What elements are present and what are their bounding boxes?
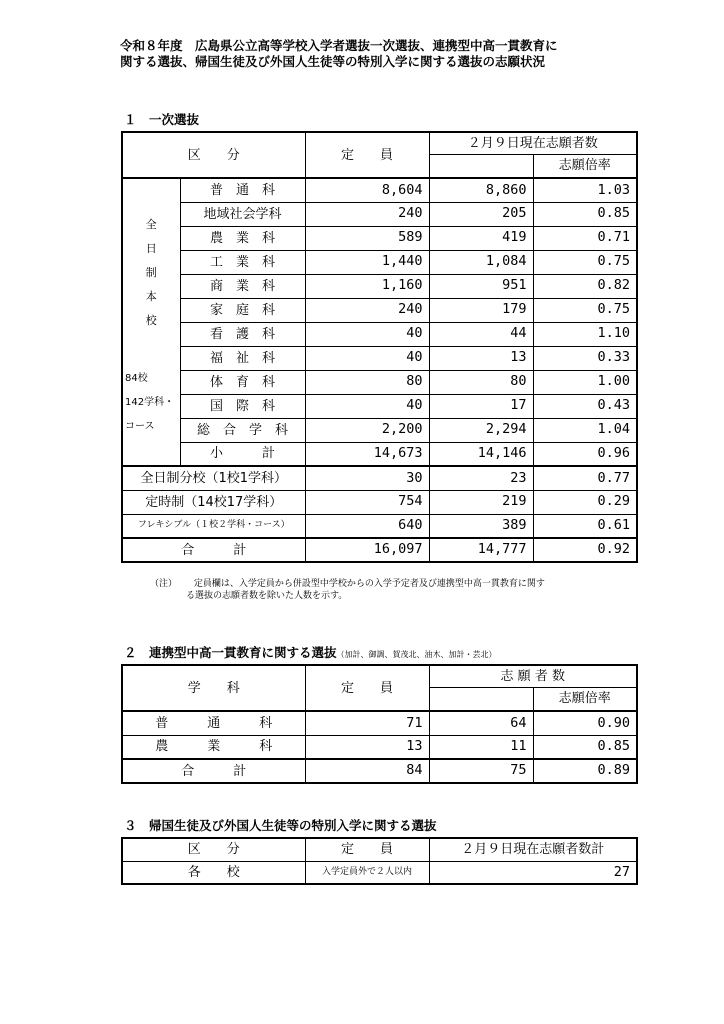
row-teiin: 40 <box>305 346 429 370</box>
row-applicants: 14,777 <box>429 538 533 562</box>
row-ratio: 1.04 <box>533 418 637 442</box>
section2-heading-schools: （加計、御調、賀茂北、油木、加計・芸北） <box>336 650 497 659</box>
row-applicants: 14,146 <box>429 442 533 466</box>
row-applicants: 8,860 <box>429 178 533 202</box>
title-line-2: 関する選抜、帰国生徒及び外国人生徒等の特別入学に関する選抜の志願状況 <box>120 54 546 69</box>
header-kubun: 区 分 <box>122 838 305 861</box>
section1-note <box>150 578 650 602</box>
section2-heading <box>124 643 497 661</box>
row-teiin: 40 <box>305 394 429 418</box>
row-teiin: 40 <box>305 322 429 346</box>
row-teiin: 1,440 <box>305 250 429 274</box>
document-title <box>120 38 680 70</box>
row-name: 小 計 <box>180 442 305 466</box>
table-row <box>122 466 637 490</box>
side-label-char: 校 <box>145 314 157 327</box>
table-row <box>122 250 637 274</box>
row-teiin: 240 <box>305 202 429 226</box>
row-name: 農 業 科 <box>180 226 305 250</box>
row-applicants: 44 <box>429 322 533 346</box>
row-applicants: 11 <box>429 735 533 759</box>
table-row <box>122 178 637 202</box>
row-teiin: 2,200 <box>305 418 429 442</box>
table-row <box>122 861 637 884</box>
table-row <box>122 370 637 394</box>
row-ratio: 0.85 <box>533 202 637 226</box>
section2-header-row <box>122 665 637 687</box>
header-teiin: 定 員 <box>305 838 429 861</box>
side-label-char: 日 <box>145 242 157 255</box>
row-applicants: 27 <box>429 861 637 884</box>
row-teiin: 84 <box>305 759 429 783</box>
row-name: 合 計 <box>122 759 305 783</box>
table-row <box>122 514 637 538</box>
row-teiin: 1,160 <box>305 274 429 298</box>
row-ratio: 0.61 <box>533 514 637 538</box>
row-name: 商 業 科 <box>180 274 305 298</box>
row-applicants: 951 <box>429 274 533 298</box>
section3-table <box>121 837 638 885</box>
table-row <box>122 394 637 418</box>
row-name: 工 業 科 <box>180 250 305 274</box>
section2-heading-text: ２ 連携型中高一貫教育に関する選抜 <box>124 645 337 660</box>
row-teiin: 71 <box>305 711 429 735</box>
row-applicants: 17 <box>429 394 533 418</box>
row-name: 福 祉 科 <box>180 346 305 370</box>
row-applicants: 179 <box>429 298 533 322</box>
row-ratio: 0.43 <box>533 394 637 418</box>
table-row <box>122 226 637 250</box>
row-ratio: 0.92 <box>533 538 637 562</box>
section1-table <box>121 131 638 563</box>
row-ratio: 1.00 <box>533 370 637 394</box>
row-applicants: 1,084 <box>429 250 533 274</box>
row-ratio: 1.03 <box>533 178 637 202</box>
row-teiin: 14,673 <box>305 442 429 466</box>
row-name: 普 通 科 <box>180 178 305 202</box>
side-label-foot: 142学科・ <box>125 397 175 408</box>
note-line-2: る選抜の志願者数を除いた人数を示す。 <box>186 591 348 601</box>
section1-heading: １ 一次選抜 <box>124 112 200 127</box>
row-name: 普 通 科 <box>122 711 305 735</box>
table-row <box>122 418 637 442</box>
header-gakka: 学 科 <box>122 665 305 711</box>
row-teiin: 754 <box>305 490 429 514</box>
table-row <box>122 711 637 735</box>
header-ratio: 志願倍率 <box>533 154 637 178</box>
row-applicants: 2,294 <box>429 418 533 442</box>
header-applicants: 志 願 者 数 <box>429 665 637 687</box>
row-applicants: 64 <box>429 711 533 735</box>
side-label-zennichisei <box>122 178 180 466</box>
header-ratio: 志願倍率 <box>533 687 637 711</box>
row-ratio: 0.90 <box>533 711 637 735</box>
row-teiin: 240 <box>305 298 429 322</box>
row-ratio: 0.85 <box>533 735 637 759</box>
row-name: 家 庭 科 <box>180 298 305 322</box>
row-ratio: 0.96 <box>533 442 637 466</box>
section2-table <box>121 664 638 784</box>
table-row <box>122 346 637 370</box>
row-teiin: 16,097 <box>305 538 429 562</box>
header-teiin: 定 員 <box>305 132 429 178</box>
table-row <box>122 490 637 514</box>
header-kubun: 区 分 <box>122 132 305 178</box>
section1-header-row <box>122 132 637 154</box>
row-teiin: 589 <box>305 226 429 250</box>
header-teiin: 定 員 <box>305 665 429 711</box>
row-name: フレキシブル（１校２学科・コース） <box>122 514 305 538</box>
total-row <box>122 759 637 783</box>
note-label: （注） <box>150 579 178 589</box>
row-teiin: 13 <box>305 735 429 759</box>
row-ratio: 0.89 <box>533 759 637 783</box>
row-applicants: 80 <box>429 370 533 394</box>
row-teiin: 640 <box>305 514 429 538</box>
row-name: 地域社会学科 <box>180 202 305 226</box>
row-applicants: 219 <box>429 490 533 514</box>
row-name: 総 合 学 科 <box>180 418 305 442</box>
row-name: 全日制分校（1校1学科） <box>122 466 305 490</box>
row-name: 合 計 <box>122 538 305 562</box>
row-ratio: 0.75 <box>533 298 637 322</box>
row-teiin: 8,604 <box>305 178 429 202</box>
row-name: 看 護 科 <box>180 322 305 346</box>
row-ratio: 0.82 <box>533 274 637 298</box>
table-row <box>122 735 637 759</box>
table-row <box>122 322 637 346</box>
title-line-1: 令和８年度 広島県公立高等学校入学者選抜一次選抜、連携型中高一貫教育に <box>120 38 558 53</box>
header-applicants: ２月９日現在志願者数 <box>429 132 637 154</box>
row-applicants: 13 <box>429 346 533 370</box>
table-row <box>122 202 637 226</box>
row-applicants: 205 <box>429 202 533 226</box>
side-label-char: 全 <box>145 218 157 231</box>
total-row <box>122 538 637 562</box>
side-label-foot: コース <box>125 421 155 432</box>
row-teiin: 入学定員外で２人以内 <box>305 861 429 884</box>
row-ratio: 0.33 <box>533 346 637 370</box>
row-ratio: 1.10 <box>533 322 637 346</box>
section3-heading: ３ 帰国生徒及び外国人生徒等の特別入学に関する選抜 <box>124 818 437 833</box>
row-name: 各 校 <box>122 861 305 884</box>
row-applicants: 75 <box>429 759 533 783</box>
table-row <box>122 298 637 322</box>
subtotal-row <box>122 442 637 466</box>
table-row <box>122 274 637 298</box>
row-ratio: 0.77 <box>533 466 637 490</box>
side-label-char: 制 <box>145 266 157 279</box>
side-label-char: 本 <box>145 290 157 303</box>
section3-header-row <box>122 838 637 861</box>
row-teiin: 30 <box>305 466 429 490</box>
row-name: 体 育 科 <box>180 370 305 394</box>
row-name: 農 業 科 <box>122 735 305 759</box>
side-label-foot: 84校 <box>125 373 148 384</box>
row-name: 定時制（14校17学科） <box>122 490 305 514</box>
row-ratio: 0.75 <box>533 250 637 274</box>
row-name: 国 際 科 <box>180 394 305 418</box>
note-line-1: 定員欄は、入学定員から併設型中学校からの入学予定者及び連携型中高一貫教育に関す <box>193 579 545 589</box>
row-applicants: 389 <box>429 514 533 538</box>
row-applicants: 23 <box>429 466 533 490</box>
row-teiin: 80 <box>305 370 429 394</box>
row-ratio: 0.71 <box>533 226 637 250</box>
header-applicants: ２月９日現在志願者数計 <box>429 838 637 861</box>
row-applicants: 419 <box>429 226 533 250</box>
row-ratio: 0.29 <box>533 490 637 514</box>
